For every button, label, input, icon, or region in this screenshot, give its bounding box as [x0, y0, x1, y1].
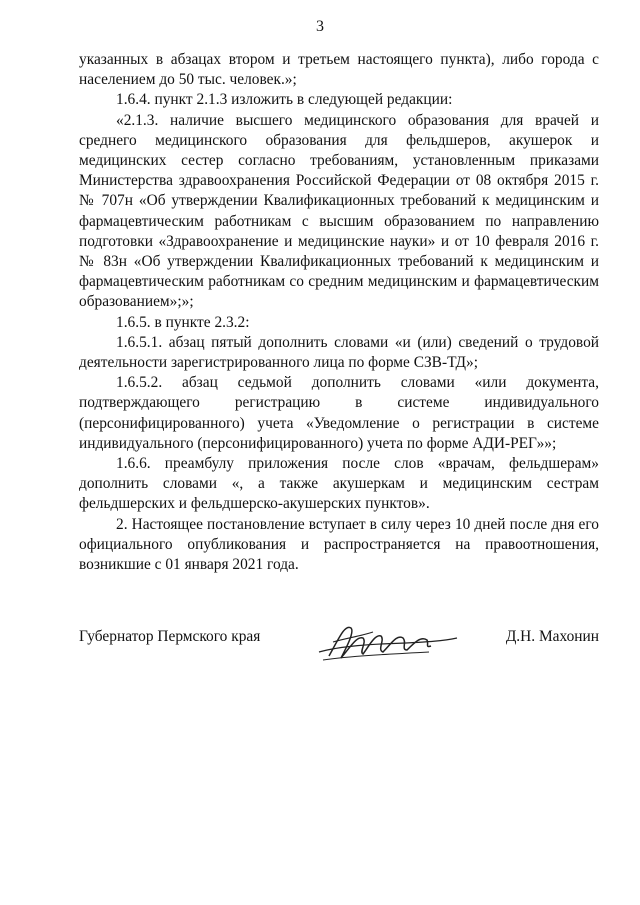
paragraph-1-6-5-1: 1.6.5.1. абзац пятый дополнить словами «и (или) сведений о трудовой деятельности зарегистрированного лица по форме СЗВ-ТД»;: [79, 333, 599, 372]
signature-block: [79, 612, 599, 672]
handwritten-signature: [311, 616, 461, 666]
signer-title: Губернатор Пермского края: [79, 628, 261, 645]
document-body: [79, 50, 599, 575]
paragraph-1-6-5-2: 1.6.5.2. абзац седьмой дополнить словами «или документа, подтверждающего регистрацию в системе индивидуального (персонифицированного) учета «Уведомление о регистрации в системе индивидуального (персонифицированного) учета по форме АДИ-РЕГ»»;: [79, 374, 599, 452]
paragraph-2: 2. Настоящее постановление вступает в силу через 10 дней после дня его официального опубликования и распространяется на правоотношения, возникшие с 01 января 2021 года.: [79, 515, 599, 574]
paragraph-2-1-3: «2.1.3. наличие высшего медицинского образования для врачей и среднего медицинского образования для фельдшеров, акушерок и медицинских сестер согласно требованиям, установленным приказами Министерства здравоохранения Российской Федерации от 08 октября 2015 г. № 707н «Об утверждении Квалификационных требований к медицинским и фармацевтическим работникам с высшим образованием по направлению подготовки «Здравоохранение и медицинские науки» и от 10 февраля 2016 г. № 83н «Об утверждении Квалификационных требований к медицинским и фармацевтическим работникам со средним медицинским и фармацевтическим образованием»;»;: [79, 111, 599, 311]
page-number: 3: [316, 18, 324, 35]
paragraph-continuation: указанных в абзацах втором и третьем настоящего пункта), либо города с населением до 50 тыс. человек.»;: [79, 51, 599, 89]
paragraph-1-6-4: 1.6.4. пункт 2.1.3 изложить в следующей редакции:: [116, 91, 453, 109]
signer-name: Д.Н. Махонин: [505, 628, 599, 645]
paragraph-1-6-5: 1.6.5. в пункте 2.3.2:: [116, 313, 250, 331]
paragraph-1-6-6: 1.6.6. преамбулу приложения после слов «врачам, фельдшерам» дополнить словами «, а также акушеркам и медицинским сестрам фельдшерских и фельдшерско-акушерских пунктов».: [79, 455, 599, 513]
